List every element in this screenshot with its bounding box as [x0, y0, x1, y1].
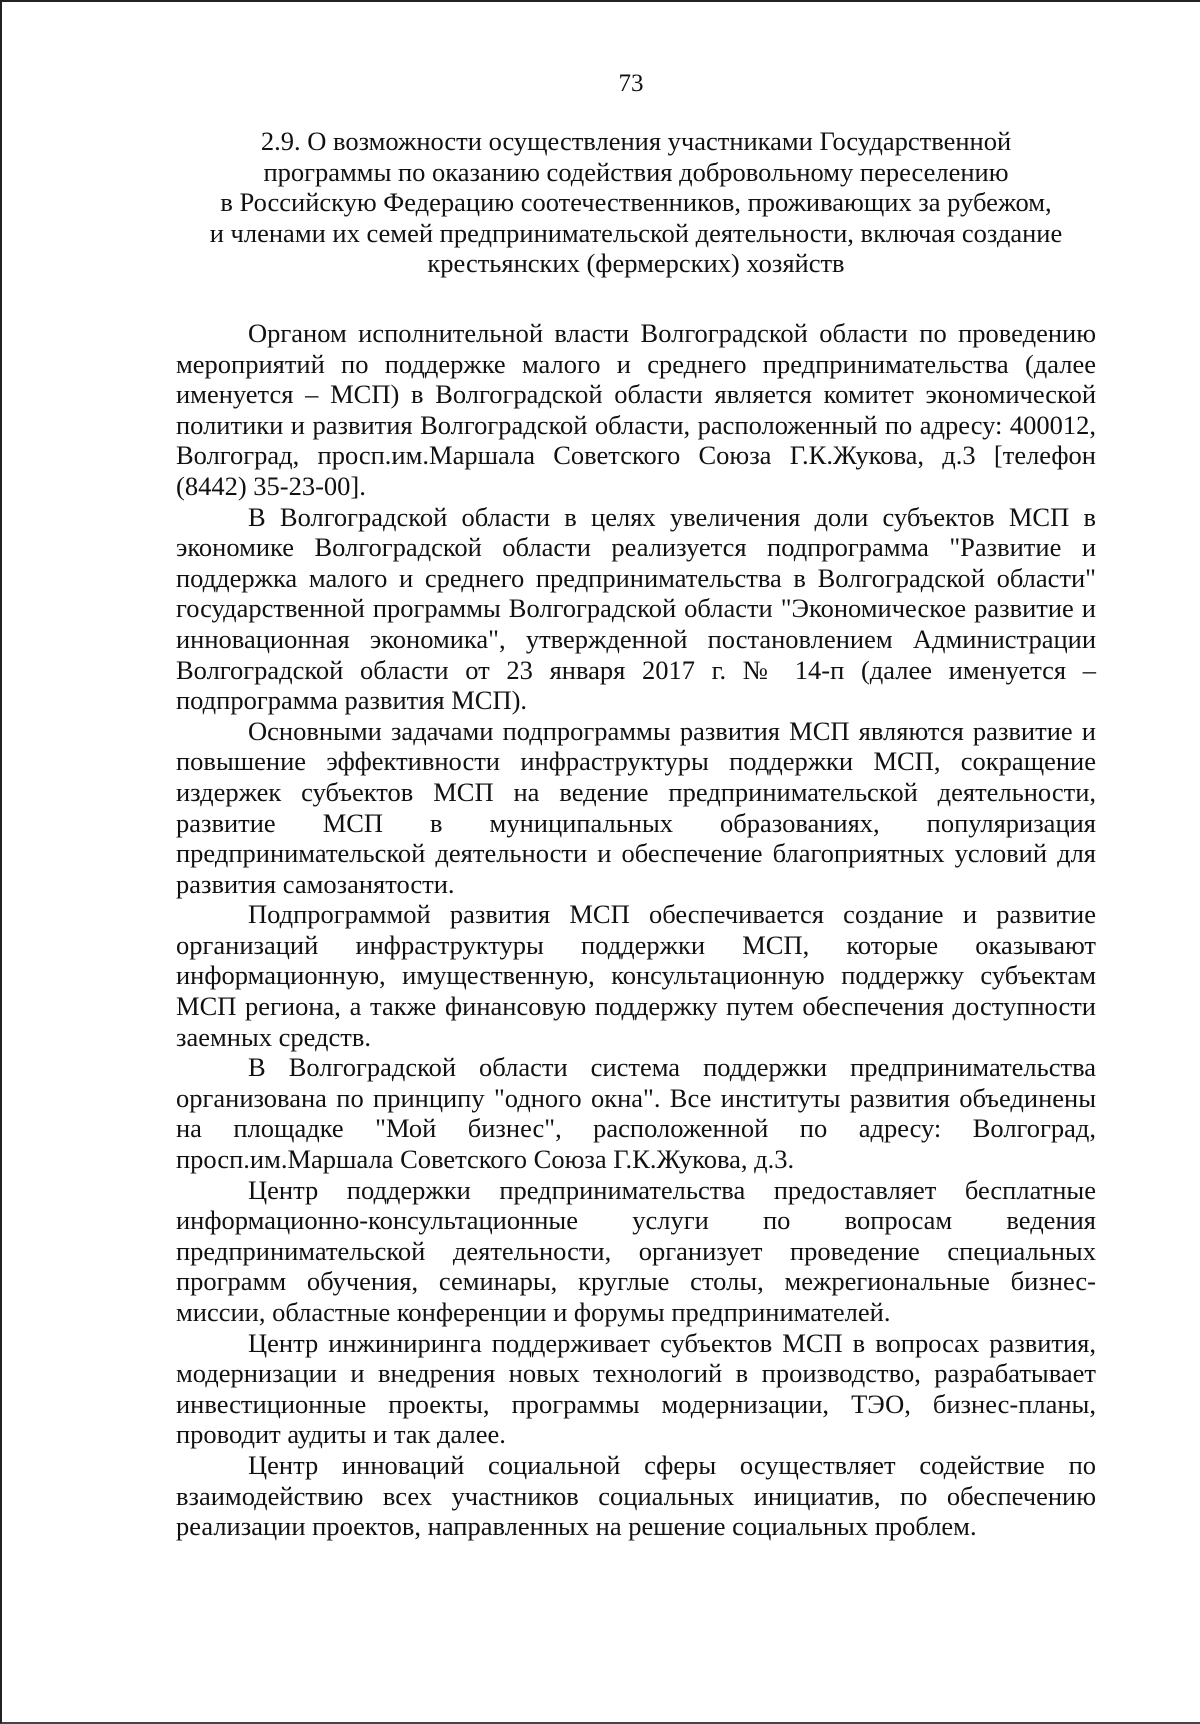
section-title-line: программы по оказанию содействия добровольному переселению [263, 156, 1009, 187]
paragraph-engineering-center: Центр инжиниринга поддерживает субъектов МСП в вопросах развития, модернизации и внедрения новых технологий в производство, разрабатывает инвестиционные проекты, программы модернизации, ТЭО, бизнес-планы, проводит аудиты и так далее. [176, 1327, 1096, 1450]
paragraph-one-window: В Волгоградской области система поддержки предпринимательства организована по принципу "одного окна". Все институты развития объединены на площадке "Мой бизнес", расположенной по адресу: Волгоград, просп.им.Маршала Советского Союза Г.К.Жукова, д.3. [176, 1052, 1096, 1175]
section-title-line: и членами их семей предпринимательской деятельности, включая создание [209, 217, 1063, 248]
body-text [176, 318, 1096, 1542]
paragraph-support-center: Центр поддержки предпринимательства предоставляет бесплатные информационно-консультационные услуги по вопросам ведения предпринимательской деятельности, организует проведение специальных программ обучения, семинары, круглые столы, межрегиональные бизнес-миссии, областные конференции и форумы предпринимателей. [176, 1174, 1096, 1327]
page-number: 73 [618, 70, 644, 97]
section-title-line: 2.9. О возможности осуществления участниками Государственной [260, 126, 1012, 156]
section-title [176, 126, 1096, 279]
paragraph-executive-body: Органом исполнительной власти Волгоградской области по проведению мероприятий по поддержке малого и среднего предпринимательства (далее именуется – МСП) в Волгоградской области является комитет экономической политики и развития Волгоградской области, расположенный по адресу: 400012, Волгоград, просп.им.Маршала Советского Союза Г.К.Жукова, д.3 [телефон (8442) 35-23-00]. [176, 318, 1096, 501]
paragraph-social-innovation-center: Центр инноваций социальной сферы осуществляет содействие по взаимодействию всех участников социальных инициатив, по обеспечению реализации проектов, направленных на решение социальных проблем. [176, 1449, 1096, 1542]
section-title-line: крестьянских (фермерских) хозяйств [427, 248, 845, 278]
section-title-line: в Российскую Федерацию соотечественников, проживающих за рубежом, [220, 187, 1052, 217]
paragraph-main-tasks: Основными задачами подпрограммы развития МСП являются развитие и повышение эффективности инфраструктуры поддержки МСП, сокращение издержек субъектов МСП на ведение предпринимательской деятельности, развитие МСП в муниципальных образованиях, популяризация предпринимательской деятельности и обеспечение благоприятных условий для развития самозанятости. [176, 715, 1096, 899]
paragraph-subprogram: В Волгоградской области в целях увеличения доли субъектов МСП в экономике Волгоградской области реализуется подпрограмма "Развитие и поддержка малого и среднего предпринимательства в Волгоградской области" государственной программы Волгоградской области "Экономическое развитие и инновационная экономика", утвержденной постановлением Администрации Волгоградской области от 23 января 2017 г. № 14-п (далее именуется – подпрограмма развития МСП). [176, 501, 1096, 716]
paragraph-infrastructure: Подпрограммой развития МСП обеспечивается создание и развитие организаций инфраструктуры поддержки МСП, которые оказывают информационную, имущественную, консультационную поддержку субъектам МСП региона, а также финансовую поддержку путем обеспечения доступности заемных средств. [176, 899, 1096, 1052]
